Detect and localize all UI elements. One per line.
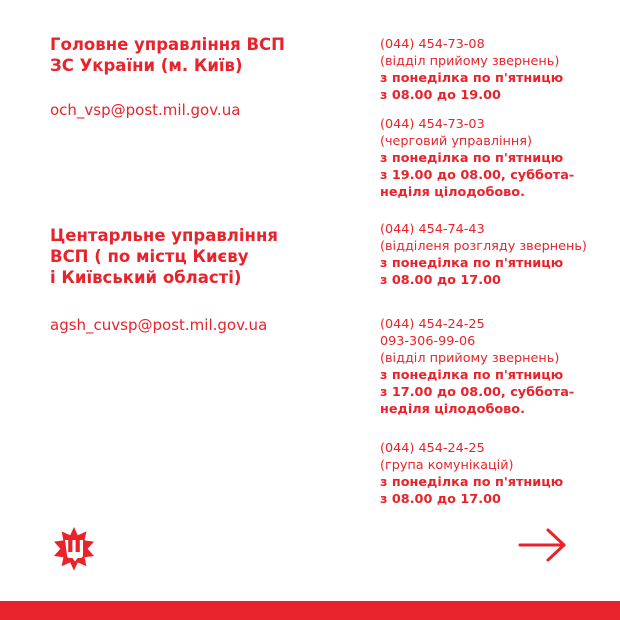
org-2-title	[50, 225, 278, 288]
arrow-right-icon[interactable]	[516, 525, 570, 565]
org-2-title-line-3: і Київський області)	[50, 268, 242, 287]
contact-hours: з 19.00 до 08.00, суббота-	[380, 168, 575, 183]
org-2-title-line-1: Центарльне управління	[50, 226, 278, 245]
contact-4	[380, 316, 574, 418]
contact-department: (відділ прийому звернень)	[380, 351, 560, 366]
contact-phone: (044) 454-73-03	[380, 117, 485, 132]
org-2-title-line-2: ВСП ( по містц Києву	[50, 247, 249, 266]
contact-2	[380, 116, 574, 201]
contact-3	[380, 221, 587, 289]
org-2-email: agsh_cuvsp@post.mil.gov.ua	[50, 316, 268, 334]
contact-hours: з понеділка по п'ятницю	[380, 151, 564, 166]
contact-1	[380, 36, 563, 104]
contact-hours: з 08.00 до 17.00	[380, 492, 501, 507]
contact-phone: (044) 454-74-43	[380, 222, 485, 237]
contact-hours: з 17.00 до 08.00, суббота-	[380, 385, 575, 400]
contact-hours: з понеділка по п'ятницю	[380, 368, 564, 383]
org-1-title	[50, 34, 285, 76]
contact-phone: (044) 454-24-25	[380, 441, 485, 456]
contact-hours: з 08.00 до 17.00	[380, 273, 501, 288]
org-1-email: och_vsp@post.mil.gov.ua	[50, 101, 241, 119]
military-law-enforcement-emblem-icon	[50, 525, 98, 573]
contact-department: (відділ прийому звернень)	[380, 54, 560, 69]
contact-department: (група комунікацій)	[380, 458, 514, 473]
contact-hours: з понеділка по п'ятницю	[380, 475, 564, 490]
contact-hours: неділя цілодобово.	[380, 402, 525, 417]
contact-phone: (044) 454-24-25	[380, 317, 485, 332]
contact-department: (черговий управління)	[380, 134, 532, 149]
contact-phone: 093-306-99-06	[380, 334, 476, 349]
contact-5	[380, 440, 563, 508]
org-1-title-line-2: ЗС України (м. Київ)	[50, 56, 243, 75]
contact-hours: неділя цілодобово.	[380, 185, 525, 200]
contact-hours: з 08.00 до 19.00	[380, 88, 501, 103]
bottom-accent-bar	[0, 601, 620, 620]
contact-hours: з понеділка по п'ятницю	[380, 71, 564, 86]
contact-hours: з понеділка по п'ятницю	[380, 256, 564, 271]
contact-phone: (044) 454-73-08	[380, 37, 485, 52]
org-1-title-line-1: Головне управління ВСП	[50, 35, 285, 54]
contact-department: (відділеня розгляду звернень)	[380, 239, 587, 254]
